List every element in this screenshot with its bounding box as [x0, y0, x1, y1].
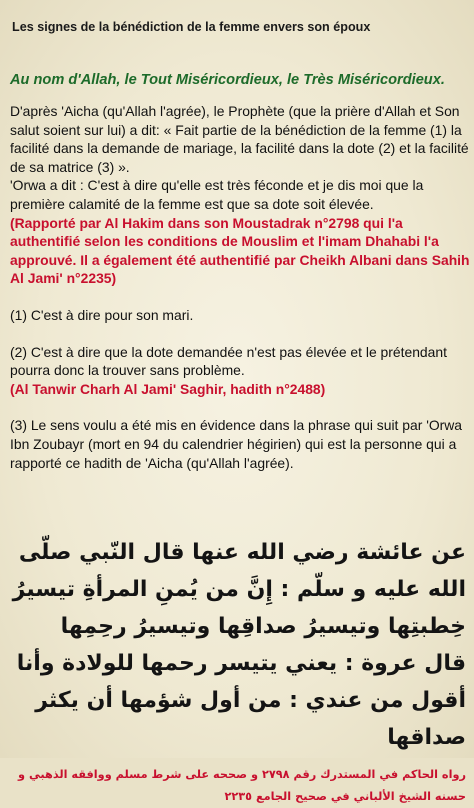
note-3: (3) Le sens voulu a été mis en évidence dans la phrase qui suit par 'Orwa Ibn Zoubayr (mort en 94 du calendrier hégirien) qui est la personne qui a rapporté ce hadith de 'Aicha (qu'Allah l'agrée).	[10, 417, 463, 471]
page-title: Les signes de la bénédiction de la femme envers son époux	[12, 20, 371, 34]
arabic-text	[8, 534, 466, 808]
note-2: (2) C'est à dire que la dote demandée n'est pas élevée et le prétendant pourra donc la trouver sans problème.	[10, 343, 447, 379]
arabic-orwa: قال عروة : يعني يتيسر رحمها للولادة وأنا أقول من عندي : من أول شؤمها أن يكثر صداقها	[16, 651, 466, 750]
hadith-source: (Rapporté par Al Hakim dans son Moustadrak n°2798 qui l'a authentifié selon les conditions de Mouslim et l'imam Dhahabi l'a approuvé. Il a également été authentifié par Cheikh Albani dans Sahih Al Jami' n°2235)	[10, 214, 470, 287]
arabic-source: رواه الحاكم في المستدرك رقم ٢٧٩٨ و صححه على شرط مسلم ووافقه الذهبي و حسنه الشيخ الألباني في صحيح الجامع ٢٢٣٥	[18, 768, 466, 803]
note-2-source: (Al Tanwir Charh Al Jami' Saghir, hadith n°2488)	[10, 380, 326, 397]
basmala: Au nom d'Allah, le Tout Miséricordieux, le Très Miséricordieux.	[10, 72, 445, 88]
arabic-hadith: عن عائشة رضي الله عنها قال النّبي صلّى الله عليه و سلّم : إِنَّ من يُمنِ المرأةِ تيسيرُ خِطبتِها وتيسيرُ صداقِها وتيسيرُ رحِمِها	[12, 540, 466, 639]
orwa-comment: 'Orwa a dit : C'est à dire qu'elle est très féconde et je dis moi que la première calamité de la femme est que sa dote soit élevée.	[10, 177, 424, 212]
hadith-narration: D'après 'Aicha (qu'Allah l'agrée), le Prophète (que la prière d'Allah et Son salut soient sur lui) a dit: « Fait partie de la bénédiction de la femme (1) la facilité dans la demande de mariage, la facilité dans la dote (2) et la facilité de sa matrice (3) ».	[10, 103, 469, 175]
note-1: (1) C'est à dire pour son mari.	[10, 306, 194, 323]
french-text	[10, 102, 472, 472]
